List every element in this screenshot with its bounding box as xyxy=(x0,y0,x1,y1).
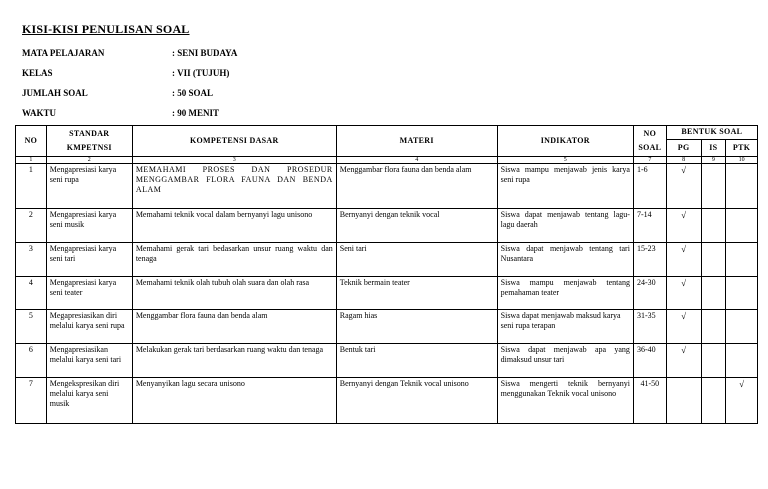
column-number: 10 xyxy=(726,157,758,164)
table-row xyxy=(16,243,758,277)
cell-ptk xyxy=(726,344,758,378)
cell-pg xyxy=(666,378,701,424)
cell-standar: Mengapresiasi karya seni rupa xyxy=(46,164,132,209)
header-no: NO xyxy=(16,126,47,157)
cell-ptk xyxy=(726,277,758,310)
meta-row-class xyxy=(22,68,237,88)
column-number: 3 xyxy=(132,157,336,164)
cell-kompetensi: Menggambar flora fauna dan benda alam xyxy=(132,310,336,344)
header-pg: PG xyxy=(666,139,701,156)
cell-standar: Mengapresiasi karya seni tari xyxy=(46,243,132,277)
meta-value: : 90 MENIT xyxy=(172,108,219,118)
meta-label: KELAS xyxy=(22,68,53,78)
table-row xyxy=(16,344,758,378)
cell-is xyxy=(701,277,726,310)
cell-indikator: Siswa dapat menjawab apa yang dimaksud unsur tari xyxy=(497,344,633,378)
cell-indikator: Siswa mampu menjawab jenis karya seni rupa xyxy=(497,164,633,209)
cell-indikator: Siswa dapat menjawab tentang tari Nusantara xyxy=(497,243,633,277)
cell-no: 5 xyxy=(16,310,47,344)
cell-kompetensi: MEMAHAMI PROSES DAN PROSEDUR MENGGAMBAR FLORA FAUNA DAN BENDA ALAM xyxy=(132,164,336,209)
cell-ptk xyxy=(726,243,758,277)
table-row xyxy=(16,277,758,310)
cell-no-soal: 24-30 xyxy=(633,277,666,310)
cell-materi: Ragam hias xyxy=(336,310,497,344)
grid-table xyxy=(15,125,758,424)
cell-no: 7 xyxy=(16,378,47,424)
cell-is xyxy=(701,344,726,378)
cell-no: 3 xyxy=(16,243,47,277)
cell-materi: Bernyanyi dengan Teknik vocal unisono xyxy=(336,378,497,424)
cell-no-soal: 41-50 xyxy=(633,378,666,424)
cell-no-soal: 1-6 xyxy=(633,164,666,209)
cell-no-soal: 7-14 xyxy=(633,209,666,243)
cell-is xyxy=(701,209,726,243)
meta-row-question-count xyxy=(22,88,237,108)
cell-standar: Mengekspresikan diri melalui karya seni musik xyxy=(46,378,132,424)
cell-is xyxy=(701,243,726,277)
cell-no-soal: 36-40 xyxy=(633,344,666,378)
cell-is xyxy=(701,378,726,424)
meta-value: : VII (TUJUH) xyxy=(172,68,230,78)
cell-indikator: Siswa dapat menjawab maksud karya seni rupa terapan xyxy=(497,310,633,344)
cell-pg: √ xyxy=(666,277,701,310)
cell-pg: √ xyxy=(666,243,701,277)
cell-materi: Bentuk tari xyxy=(336,344,497,378)
cell-kompetensi: Memahami teknik olah tubuh olah suara dan olah rasa xyxy=(132,277,336,310)
header-no-soal: NO SOAL xyxy=(633,126,666,157)
column-number: 9 xyxy=(701,157,726,164)
page-title: KISI-KISI PENULISAN SOAL xyxy=(22,22,190,36)
column-number: 4 xyxy=(336,157,497,164)
cell-no: 4 xyxy=(16,277,47,310)
meta-label: JUMLAH SOAL xyxy=(22,88,88,98)
cell-materi: Teknik bermain teater xyxy=(336,277,497,310)
cell-no-soal: 15-23 xyxy=(633,243,666,277)
header-bentuk-soal: BENTUK SOAL xyxy=(666,126,757,140)
column-number: 8 xyxy=(666,157,701,164)
cell-kompetensi: Menyanyikan lagu secara unisono xyxy=(132,378,336,424)
meta-row-subject xyxy=(22,48,237,68)
meta-value: : SENI BUDAYA xyxy=(172,48,238,58)
cell-pg: √ xyxy=(666,310,701,344)
cell-indikator: Siswa mengerti teknik bernyanyi menggunakan Teknik vocal unisono xyxy=(497,378,633,424)
cell-ptk: √ xyxy=(726,378,758,424)
cell-pg: √ xyxy=(666,344,701,378)
cell-pg: √ xyxy=(666,164,701,209)
cell-ptk xyxy=(726,310,758,344)
cell-no: 1 xyxy=(16,164,47,209)
meta-label: MATA PELAJARAN xyxy=(22,48,105,58)
cell-materi: Menggambar flora fauna dan benda alam xyxy=(336,164,497,209)
cell-pg: √ xyxy=(666,209,701,243)
table-row xyxy=(16,164,758,209)
cell-materi: Bernyanyi dengan teknik vocal xyxy=(336,209,497,243)
cell-materi: Seni tari xyxy=(336,243,497,277)
cell-ptk xyxy=(726,164,758,209)
cell-standar: Mengapresiasi karya seni musik xyxy=(46,209,132,243)
column-number: 2 xyxy=(46,157,132,164)
cell-is xyxy=(701,310,726,344)
header-kompetensi: KOMPETENSI DASAR xyxy=(132,126,336,157)
header-materi: MATERI xyxy=(336,126,497,157)
table-row xyxy=(16,378,758,424)
cell-indikator: Siswa dapat menjawab tentang lagu-lagu daerah xyxy=(497,209,633,243)
cell-kompetensi: Memahami gerak tari bedasarkan unsur ruang waktu dan tenaga xyxy=(132,243,336,277)
cell-ptk xyxy=(726,209,758,243)
column-number: 7 xyxy=(633,157,666,164)
header-is: IS xyxy=(701,139,726,156)
header-ptk: PTK xyxy=(726,139,758,156)
column-number: 1 xyxy=(16,157,47,164)
meta-value: : 50 SOAL xyxy=(172,88,214,98)
cell-indikator: Siswa mampu menjawab tentang pemahaman teater xyxy=(497,277,633,310)
header-standar: STANDAR KMPETNSI xyxy=(46,126,132,157)
cell-standar: Megapresiasikan diri melalui karya seni rupa xyxy=(46,310,132,344)
column-number-row xyxy=(16,157,758,164)
column-number: 5 xyxy=(497,157,633,164)
cell-no-soal: 31-35 xyxy=(633,310,666,344)
table-row xyxy=(16,209,758,243)
cell-kompetensi: Memahami teknik vocal dalam bernyanyi lagu unisono xyxy=(132,209,336,243)
header-indikator: INDIKATOR xyxy=(497,126,633,157)
cell-no: 6 xyxy=(16,344,47,378)
cell-standar: Mengapresiasi karya seni teater xyxy=(46,277,132,310)
cell-standar: Mengapresiasikan melalui karya seni tari xyxy=(46,344,132,378)
meta-label: WAKTU xyxy=(22,108,57,118)
cell-kompetensi: Melakukan gerak tari berdasarkan ruang waktu dan tenaga xyxy=(132,344,336,378)
cell-no: 2 xyxy=(16,209,47,243)
document-meta xyxy=(22,48,237,128)
table-row xyxy=(16,310,758,344)
cell-is xyxy=(701,164,726,209)
